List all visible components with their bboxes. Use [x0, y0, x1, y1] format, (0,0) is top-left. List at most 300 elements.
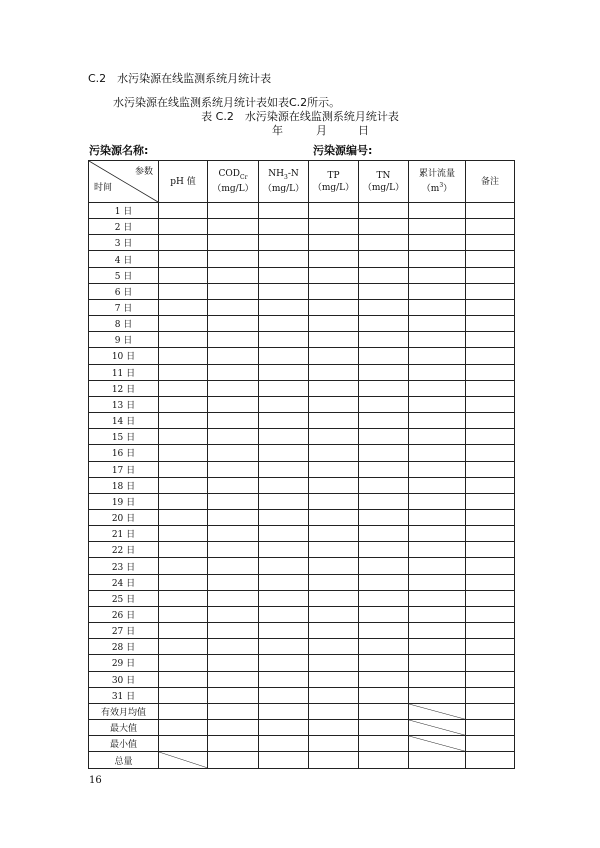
data-cell[interactable] [159, 639, 208, 655]
data-cell[interactable] [159, 235, 208, 251]
data-cell[interactable] [409, 364, 466, 380]
data-cell[interactable] [259, 396, 309, 412]
data-cell[interactable] [466, 574, 515, 590]
data-cell[interactable] [359, 720, 409, 736]
table-row-day [89, 655, 515, 671]
corner-header [89, 161, 159, 203]
data-cell[interactable] [259, 380, 309, 396]
data-cell[interactable] [409, 203, 466, 219]
data-cell[interactable] [259, 687, 309, 703]
data-cell[interactable] [309, 429, 359, 445]
data-cell[interactable] [159, 316, 208, 332]
data-cell[interactable] [466, 332, 515, 348]
data-cell[interactable] [466, 623, 515, 639]
row-label: 18 日 [89, 477, 159, 493]
data-cell[interactable] [259, 623, 309, 639]
data-cell[interactable] [208, 493, 259, 509]
data-cell[interactable] [466, 283, 515, 299]
data-cell[interactable] [159, 251, 208, 267]
data-cell[interactable] [409, 235, 466, 251]
data-cell[interactable] [159, 477, 208, 493]
data-cell[interactable] [208, 461, 259, 477]
data-cell[interactable] [409, 542, 466, 558]
row-label: 27 日 [89, 623, 159, 639]
data-cell[interactable] [409, 380, 466, 396]
data-cell[interactable] [409, 752, 466, 769]
data-cell[interactable] [466, 639, 515, 655]
data-cell[interactable] [409, 251, 466, 267]
data-cell[interactable] [259, 429, 309, 445]
data-cell[interactable] [159, 413, 208, 429]
data-cell[interactable] [309, 655, 359, 671]
data-cell[interactable] [409, 493, 466, 509]
data-cell[interactable] [309, 623, 359, 639]
data-cell[interactable] [359, 477, 409, 493]
data-cell[interactable] [259, 413, 309, 429]
data-cell[interactable] [309, 671, 359, 687]
data-cell[interactable] [409, 396, 466, 412]
data-cell[interactable] [466, 606, 515, 622]
data-cell[interactable] [359, 655, 409, 671]
data-cell[interactable] [159, 461, 208, 477]
row-label: 13 日 [89, 396, 159, 412]
data-cell[interactable] [309, 639, 359, 655]
data-cell[interactable] [309, 606, 359, 622]
table-row-day [89, 429, 515, 445]
table-row-day [89, 671, 515, 687]
data-cell[interactable] [259, 477, 309, 493]
data-cell[interactable] [259, 671, 309, 687]
data-cell[interactable] [208, 542, 259, 558]
table-row-day [89, 380, 515, 396]
data-cell[interactable] [466, 461, 515, 477]
data-cell[interactable] [309, 283, 359, 299]
data-cell[interactable] [159, 720, 208, 736]
data-cell[interactable] [466, 671, 515, 687]
data-cell[interactable] [159, 526, 208, 542]
row-label: 5 日 [89, 267, 159, 283]
data-cell[interactable] [309, 461, 359, 477]
data-cell[interactable] [309, 299, 359, 315]
data-cell[interactable] [208, 251, 259, 267]
data-cell[interactable] [359, 671, 409, 687]
row-label: 12 日 [89, 380, 159, 396]
data-cell[interactable] [359, 299, 409, 315]
data-cell[interactable] [208, 639, 259, 655]
data-cell[interactable] [159, 671, 208, 687]
page-number: 16 [89, 775, 102, 786]
data-cell[interactable] [208, 736, 259, 752]
data-cell[interactable] [409, 348, 466, 364]
row-label: 24 日 [89, 574, 159, 590]
row-label: 11 日 [89, 364, 159, 380]
data-cell[interactable] [466, 413, 515, 429]
data-cell[interactable] [359, 461, 409, 477]
data-cell[interactable] [259, 316, 309, 332]
data-cell[interactable] [208, 203, 259, 219]
data-cell[interactable] [359, 445, 409, 461]
row-label: 最小值 [89, 736, 159, 752]
data-cell[interactable] [208, 590, 259, 606]
corner-param-label: 参数 [134, 167, 153, 177]
data-cell[interactable] [208, 671, 259, 687]
table-row-day [89, 413, 515, 429]
date-line [272, 122, 369, 138]
data-cell[interactable] [259, 267, 309, 283]
data-cell[interactable] [409, 558, 466, 574]
row-label: 23 日 [89, 558, 159, 574]
data-cell[interactable] [208, 396, 259, 412]
data-cell[interactable] [259, 509, 309, 525]
table-row-day [89, 461, 515, 477]
data-cell[interactable] [409, 655, 466, 671]
data-cell[interactable] [208, 526, 259, 542]
data-cell[interactable] [409, 267, 466, 283]
data-cell[interactable] [309, 235, 359, 251]
row-label: 22 日 [89, 542, 159, 558]
data-cell[interactable] [466, 380, 515, 396]
data-cell[interactable] [159, 283, 208, 299]
data-cell[interactable] [309, 396, 359, 412]
data-cell[interactable] [208, 752, 259, 769]
data-cell[interactable] [466, 720, 515, 736]
data-cell[interactable] [259, 542, 309, 558]
data-cell[interactable] [466, 493, 515, 509]
row-label: 17 日 [89, 461, 159, 477]
data-cell[interactable] [259, 364, 309, 380]
data-cell[interactable] [259, 526, 309, 542]
data-cell[interactable] [466, 687, 515, 703]
data-cell[interactable] [359, 316, 409, 332]
data-cell[interactable] [208, 364, 259, 380]
data-cell[interactable] [208, 299, 259, 315]
table-row-day [89, 267, 515, 283]
data-cell[interactable] [259, 736, 309, 752]
data-cell[interactable] [259, 251, 309, 267]
data-cell[interactable] [259, 606, 309, 622]
row-label: 8 日 [89, 316, 159, 332]
data-cell[interactable] [359, 574, 409, 590]
data-cell[interactable] [309, 413, 359, 429]
data-cell[interactable] [309, 752, 359, 769]
data-cell[interactable] [359, 493, 409, 509]
data-cell[interactable] [309, 316, 359, 332]
data-cell[interactable] [359, 558, 409, 574]
data-cell[interactable] [208, 623, 259, 639]
data-cell[interactable] [359, 203, 409, 219]
data-cell[interactable] [359, 219, 409, 235]
data-cell[interactable] [309, 703, 359, 719]
data-cell[interactable] [159, 558, 208, 574]
data-cell[interactable] [309, 590, 359, 606]
data-cell[interactable] [159, 267, 208, 283]
data-cell[interactable] [159, 364, 208, 380]
data-cell[interactable] [409, 299, 466, 315]
data-cell[interactable] [208, 219, 259, 235]
data-cell[interactable] [159, 348, 208, 364]
data-cell[interactable] [466, 509, 515, 525]
section-heading: C.2 水污染源在线监测系统月统计表 [88, 72, 272, 85]
table-row-day [89, 574, 515, 590]
data-cell[interactable] [208, 267, 259, 283]
data-cell[interactable] [466, 590, 515, 606]
data-cell[interactable] [309, 219, 359, 235]
data-cell[interactable] [466, 316, 515, 332]
row-label: 4 日 [89, 251, 159, 267]
data-cell[interactable] [359, 639, 409, 655]
data-cell[interactable] [159, 380, 208, 396]
data-cell[interactable] [409, 332, 466, 348]
data-cell[interactable] [466, 542, 515, 558]
col-header-nh3n: $NH_3-N$ （mg/L） [259, 161, 309, 203]
data-cell[interactable] [309, 445, 359, 461]
data-cell[interactable] [466, 299, 515, 315]
data-cell[interactable] [259, 655, 309, 671]
diagonal-slash [159, 752, 207, 768]
data-cell[interactable] [259, 493, 309, 509]
data-cell[interactable] [208, 316, 259, 332]
data-cell[interactable] [309, 509, 359, 525]
data-cell[interactable] [159, 655, 208, 671]
data-cell[interactable] [208, 655, 259, 671]
data-cell[interactable] [159, 493, 208, 509]
data-cell[interactable] [359, 623, 409, 639]
data-cell[interactable] [309, 736, 359, 752]
data-cell[interactable] [409, 477, 466, 493]
data-cell[interactable] [466, 752, 515, 769]
table-row-day [89, 477, 515, 493]
data-cell[interactable] [409, 316, 466, 332]
data-cell[interactable] [466, 235, 515, 251]
data-cell[interactable] [208, 380, 259, 396]
data-cell[interactable] [409, 526, 466, 542]
data-cell[interactable] [359, 752, 409, 769]
data-cell[interactable] [409, 509, 466, 525]
data-cell[interactable] [159, 396, 208, 412]
data-cell[interactable] [466, 396, 515, 412]
data-cell[interactable] [159, 703, 208, 719]
data-cell[interactable] [208, 332, 259, 348]
table-row-day [89, 639, 515, 655]
data-cell[interactable] [208, 413, 259, 429]
row-label: 26 日 [89, 606, 159, 622]
diagonal-slash [409, 720, 465, 735]
data-cell[interactable] [466, 251, 515, 267]
data-cell[interactable] [466, 558, 515, 574]
data-cell[interactable] [259, 639, 309, 655]
data-cell [159, 752, 208, 769]
data-cell[interactable] [159, 542, 208, 558]
data-cell[interactable] [159, 687, 208, 703]
table-row-day [89, 364, 515, 380]
data-cell[interactable] [466, 526, 515, 542]
data-cell[interactable] [159, 509, 208, 525]
data-cell[interactable] [309, 251, 359, 267]
row-label: 14 日 [89, 413, 159, 429]
data-cell[interactable] [259, 219, 309, 235]
table-row-maximum [89, 720, 515, 736]
data-cell[interactable] [259, 720, 309, 736]
data-cell[interactable] [466, 703, 515, 719]
year-label: 年 [272, 124, 283, 137]
data-cell[interactable] [208, 558, 259, 574]
data-cell[interactable] [159, 219, 208, 235]
col-header-remarks: 备注 [466, 161, 515, 203]
data-cell[interactable] [159, 736, 208, 752]
data-cell[interactable] [409, 606, 466, 622]
data-cell[interactable] [466, 203, 515, 219]
data-cell[interactable] [466, 477, 515, 493]
data-cell[interactable] [409, 413, 466, 429]
col-header-cumulative-flow: 累计流量 $(m^3)$ [409, 161, 466, 203]
data-cell[interactable] [159, 332, 208, 348]
data-cell[interactable] [409, 445, 466, 461]
data-cell[interactable] [359, 251, 409, 267]
data-cell[interactable] [208, 348, 259, 364]
data-cell[interactable] [359, 687, 409, 703]
row-label: 6 日 [89, 283, 159, 299]
data-cell[interactable] [159, 623, 208, 639]
data-cell[interactable] [159, 445, 208, 461]
data-cell[interactable] [259, 299, 309, 315]
data-cell[interactable] [208, 429, 259, 445]
data-cell[interactable] [309, 348, 359, 364]
data-cell[interactable] [309, 203, 359, 219]
table-row-total [89, 752, 515, 769]
row-label: 28 日 [89, 639, 159, 655]
data-cell[interactable] [466, 429, 515, 445]
data-cell[interactable] [409, 219, 466, 235]
data-cell[interactable] [359, 542, 409, 558]
data-cell[interactable] [409, 623, 466, 639]
data-cell[interactable] [309, 526, 359, 542]
data-cell[interactable] [309, 493, 359, 509]
data-cell[interactable] [359, 364, 409, 380]
data-cell[interactable] [259, 203, 309, 219]
data-cell[interactable] [309, 720, 359, 736]
row-label: 2 日 [89, 219, 159, 235]
data-cell[interactable] [208, 687, 259, 703]
data-cell[interactable] [309, 687, 359, 703]
data-cell[interactable] [259, 283, 309, 299]
row-label: 19 日 [89, 493, 159, 509]
data-cell[interactable] [409, 574, 466, 590]
data-cell[interactable] [466, 655, 515, 671]
data-cell[interactable] [359, 526, 409, 542]
data-cell[interactable] [359, 736, 409, 752]
row-label: 21 日 [89, 526, 159, 542]
data-cell[interactable] [259, 445, 309, 461]
table-row-day [89, 493, 515, 509]
data-cell[interactable] [359, 590, 409, 606]
data-cell[interactable] [259, 558, 309, 574]
diagonal-slash [409, 736, 465, 751]
data-cell[interactable] [208, 235, 259, 251]
data-cell[interactable] [359, 396, 409, 412]
data-cell[interactable] [359, 703, 409, 719]
source-code-label: 污染源编号: [313, 144, 373, 157]
data-cell[interactable] [359, 283, 409, 299]
data-cell[interactable] [309, 542, 359, 558]
data-cell[interactable] [159, 299, 208, 315]
row-label: 总量 [89, 752, 159, 769]
col-header-ph: pH 值 [159, 161, 208, 203]
data-cell[interactable] [466, 267, 515, 283]
data-cell[interactable] [309, 380, 359, 396]
data-cell[interactable] [159, 574, 208, 590]
data-cell[interactable] [208, 703, 259, 719]
data-cell[interactable] [466, 445, 515, 461]
data-cell[interactable] [259, 332, 309, 348]
table-row-day [89, 590, 515, 606]
data-cell[interactable] [409, 590, 466, 606]
data-cell[interactable] [208, 606, 259, 622]
data-cell[interactable] [159, 203, 208, 219]
data-cell[interactable] [359, 332, 409, 348]
data-cell[interactable] [409, 461, 466, 477]
data-cell[interactable] [159, 606, 208, 622]
data-cell[interactable] [159, 590, 208, 606]
data-cell[interactable] [466, 219, 515, 235]
data-cell[interactable] [208, 283, 259, 299]
data-cell[interactable] [309, 477, 359, 493]
table-row-day [89, 623, 515, 639]
data-cell[interactable] [359, 429, 409, 445]
data-cell[interactable] [359, 380, 409, 396]
data-cell[interactable] [259, 235, 309, 251]
data-cell[interactable] [259, 703, 309, 719]
data-cell[interactable] [466, 348, 515, 364]
data-cell[interactable] [359, 348, 409, 364]
data-cell[interactable] [259, 461, 309, 477]
data-cell[interactable] [208, 509, 259, 525]
data-cell[interactable] [359, 235, 409, 251]
data-cell[interactable] [409, 687, 466, 703]
table-row-day [89, 332, 515, 348]
data-cell[interactable] [309, 574, 359, 590]
data-cell[interactable] [259, 752, 309, 769]
data-cell[interactable] [309, 364, 359, 380]
data-cell[interactable] [409, 429, 466, 445]
data-cell[interactable] [208, 477, 259, 493]
data-cell[interactable] [259, 348, 309, 364]
data-cell[interactable] [409, 671, 466, 687]
corner-time-label: 时间 [94, 183, 113, 193]
data-cell[interactable] [409, 639, 466, 655]
data-cell[interactable] [359, 509, 409, 525]
data-cell[interactable] [466, 736, 515, 752]
data-cell[interactable] [359, 606, 409, 622]
data-cell[interactable] [208, 574, 259, 590]
data-cell[interactable] [409, 283, 466, 299]
data-cell[interactable] [259, 574, 309, 590]
row-label: 最大值 [89, 720, 159, 736]
data-cell[interactable] [359, 267, 409, 283]
header-row [89, 161, 515, 203]
data-cell[interactable] [309, 558, 359, 574]
data-cell[interactable] [259, 590, 309, 606]
data-cell[interactable] [309, 267, 359, 283]
data-cell [409, 736, 466, 752]
table-row-day [89, 396, 515, 412]
data-cell[interactable] [208, 445, 259, 461]
data-cell[interactable] [466, 364, 515, 380]
data-cell[interactable] [359, 413, 409, 429]
table-row-day [89, 235, 515, 251]
data-cell[interactable] [159, 429, 208, 445]
data-cell[interactable] [309, 332, 359, 348]
data-cell[interactable] [208, 720, 259, 736]
